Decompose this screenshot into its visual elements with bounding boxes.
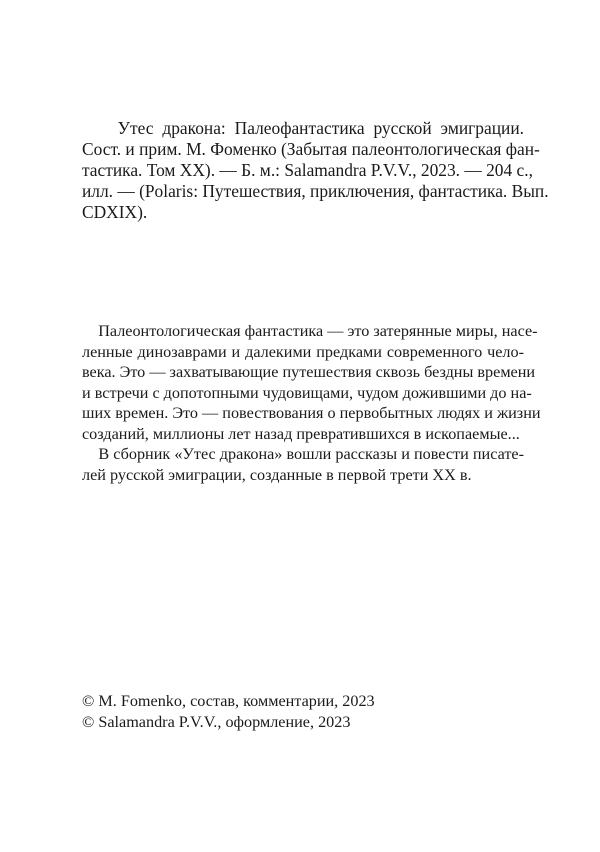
bibliography-line-2: Сост. и прим. М. Фоменко (Забытая палеонтологическая фан- [82, 139, 540, 159]
bibliography-line-4: илл. — (Polaris: Путешествия, приключения, фантастика. Вып. [82, 181, 549, 201]
bibliographic-description [82, 118, 549, 223]
annotation-line-2: ленные динозаврами и далекими предками современного чело- [82, 342, 524, 361]
copyright-compiler: © M. Fomenko, состав, комментарии, 2023 [82, 692, 375, 710]
copyright-publisher: © Salamandra P.V.V., оформление, 2023 [82, 712, 351, 731]
bibliography-line-5: CDXIX). [82, 202, 148, 222]
annotation-line-6: созданий, миллионы лет назад превратившихся в ископаемые... [82, 424, 520, 443]
annotation-line-4: и встречи с допотопными чудовищами, чудом дожившими до на- [82, 383, 532, 402]
bibliography-line-3: тастика. Том XX). — Б. м.: Salamandra P.V.V., 2023. — 204 с., [82, 160, 533, 180]
annotation-line-8: лей русской эмиграции, созданные в первой трети XX в. [82, 465, 472, 484]
annotation [82, 321, 541, 485]
annotation-line-5: ших времен. Это — повествования о первобытных людях и жизни [82, 404, 541, 422]
annotation-line-1: Палеонтологическая фантастика — это затерянные миры, насе- [82, 322, 538, 340]
annotation-line-7: В сборник «Утес дракона» вошли рассказы и повести писате- [82, 445, 524, 463]
bibliography-line-1: Утес дракона: Палеофантастика русской эмиграции. [82, 118, 524, 138]
copyright-block [82, 691, 524, 732]
annotation-line-3: века. Это — захватывающие путешествия сквозь бездны времени [82, 363, 536, 381]
